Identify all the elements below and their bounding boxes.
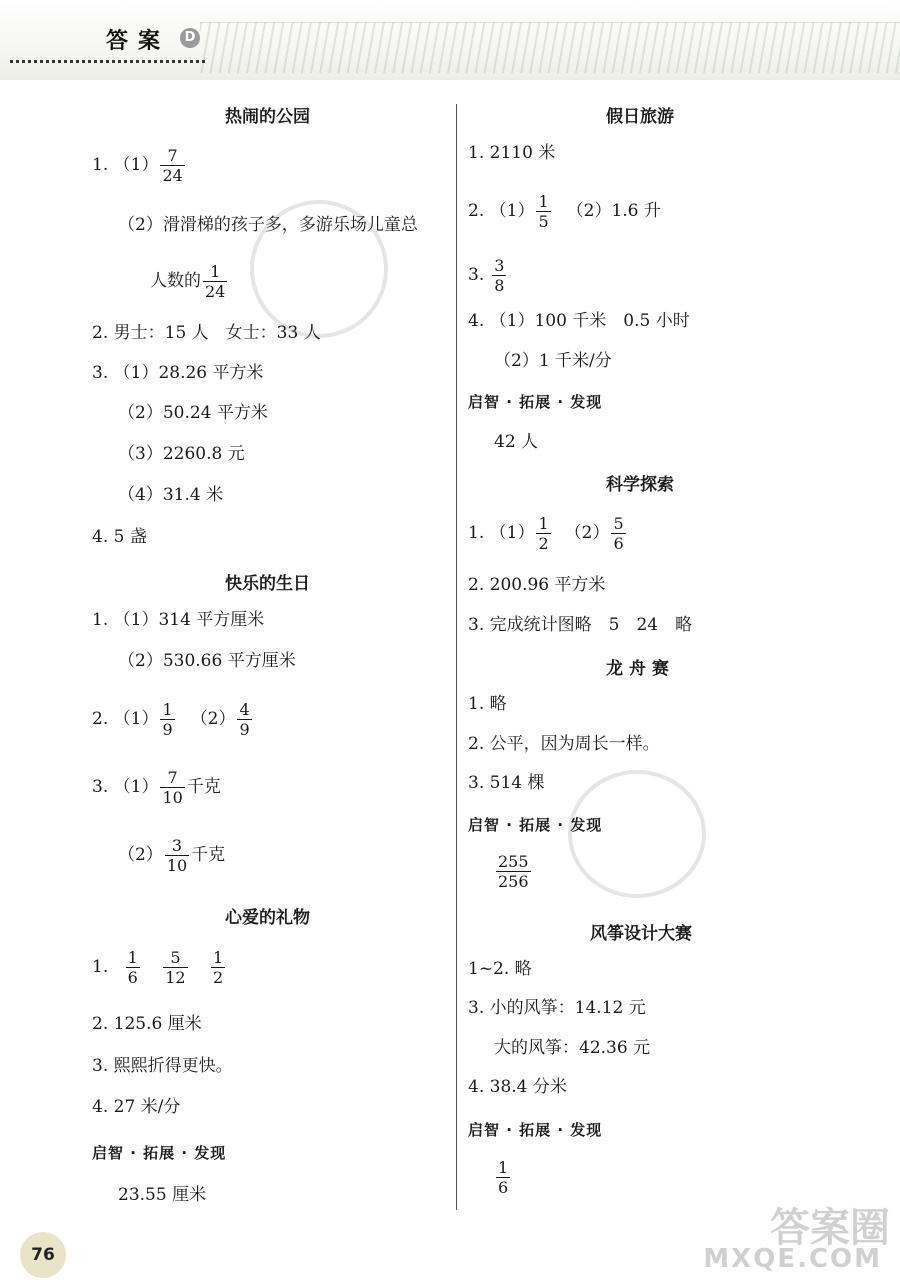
answer-item: 2. 公平，因为周长一样。 — [468, 734, 660, 754]
fraction: $\frac{1}{2}$ — [538, 514, 549, 553]
qizhi-heading: 启智 · 拓展 · 发现 — [468, 393, 603, 411]
qizhi-heading: 启智 · 拓展 · 发现 — [468, 816, 603, 834]
header-badge: D — [180, 28, 200, 48]
column-divider — [456, 104, 457, 1210]
qizhi-heading: 启智 · 拓展 · 发现 — [468, 1121, 603, 1139]
fraction: $\frac{7}{24}$ — [162, 146, 183, 185]
fraction: $\frac{3}{8}$ — [494, 256, 505, 295]
answer-item: 3. 小的风筝：14.12 元 — [468, 998, 646, 1018]
answer-item: 2. （1） $\frac{1}{5}$ （2）1.6 升 — [468, 192, 661, 231]
section-title: 快乐的生日 — [225, 574, 310, 594]
answer-item: 3. 514 棵 — [468, 773, 545, 793]
answer-item: 大的风筝：42.36 元 — [494, 1038, 651, 1058]
answer-item: 4. 27 米/分 — [92, 1097, 181, 1117]
answer-item: （3）2260.8 元 — [118, 444, 245, 464]
fraction: $\frac{1}{5}$ — [538, 192, 549, 231]
answer-item: 4. 38.4 分米 — [468, 1077, 567, 1097]
answer-item: 23.55 厘米 — [118, 1185, 207, 1205]
fraction: $\frac{7}{10}$ — [162, 768, 183, 807]
answer-item — [494, 852, 533, 891]
answer-item: 3. $\frac{3}{8}$ — [468, 256, 505, 295]
corner-watermark-logo: 答案圈 — [770, 1205, 890, 1251]
answer-item — [494, 1158, 512, 1197]
answer-item: 2. （1） $\frac{1}{9}$ （2） $\frac{4}{9}$ — [92, 700, 250, 739]
answer-item: 1. 略 — [468, 694, 507, 714]
answer-item: 1. $\frac{1}{6}$ $\frac{5}{12}$ $\frac{1}{2}$ — [92, 948, 224, 987]
header-dotted-line — [10, 56, 205, 63]
answer-item: （2） $\frac{3}{10}$ 千克 — [118, 836, 226, 875]
answer-item: 3. 熙熙折得更快。 — [92, 1056, 233, 1076]
section-title: 科学探索 — [606, 475, 674, 495]
answer-item: 1. （1） $\frac{7}{24}$ — [92, 146, 183, 185]
fraction: $\frac{1}{24}$ — [205, 262, 226, 301]
section-title: 心爱的礼物 — [225, 908, 310, 928]
section-title: 风筝设计大赛 — [590, 924, 692, 944]
answer-item: 1. （1）314 平方厘米 — [92, 610, 265, 630]
answer-item: 3. （1） $\frac{7}{10}$ 千克 — [92, 768, 221, 807]
header-grass-decoration — [200, 22, 900, 73]
fraction: $\frac{1}{2}$ — [213, 948, 224, 987]
answer-item: 2. 200.96 平方米 — [468, 575, 606, 595]
fraction: $\frac{255}{256}$ — [498, 852, 529, 891]
answer-item: 人数的 $\frac{1}{24}$ — [150, 262, 226, 301]
fraction: $\frac{1}{6}$ — [498, 1158, 509, 1197]
section-title: 假日旅游 — [606, 107, 674, 127]
answer-item: （2）1 千米/分 — [494, 351, 612, 371]
qizhi-heading: 启智 · 拓展 · 发现 — [92, 1144, 227, 1162]
answer-item: 2. 125.6 厘米 — [92, 1014, 202, 1034]
page-number: 76 — [20, 1232, 66, 1278]
answer-item: （2）50.24 平方米 — [118, 403, 268, 423]
page-header — [0, 0, 900, 80]
section-title: 热闹的公园 — [225, 107, 310, 127]
fraction: $\frac{1}{9}$ — [162, 700, 173, 739]
fraction: $\frac{3}{10}$ — [166, 836, 188, 875]
answer-item: 1. （1） $\frac{1}{2}$ （2） $\frac{5}{6}$ — [468, 514, 624, 553]
answer-item: 1. 2110 米 — [468, 143, 556, 163]
fraction: $\frac{5}{6}$ — [613, 514, 624, 553]
fraction: $\frac{1}{6}$ — [127, 948, 138, 987]
answer-item: 3. 完成统计图略 5 24 略 — [468, 615, 693, 635]
answer-item: 2. 男士：15 人 女士：33 人 — [92, 323, 321, 343]
fraction: $\frac{4}{9}$ — [239, 700, 250, 739]
fraction: $\frac{5}{12}$ — [165, 948, 186, 987]
answer-item: 3. （1）28.26 平方米 — [92, 363, 264, 383]
header-title: 答案 — [106, 29, 171, 54]
answer-item: （2）滑滑梯的孩子多，多游乐场儿童总 — [118, 215, 418, 235]
answer-item: 42 人 — [494, 432, 539, 452]
answer-item: 1~2. 略 — [468, 959, 532, 979]
corner-watermark-url: MXQE.COM — [703, 1244, 882, 1274]
answer-item: （2）530.66 平方厘米 — [118, 651, 296, 671]
answer-item: （4）31.4 米 — [118, 485, 224, 505]
section-title: 龙 舟 赛 — [606, 659, 669, 679]
answer-item: 4. 5 盏 — [92, 527, 147, 547]
answer-item: 4. （1）100 千米 0.5 小时 — [468, 311, 690, 331]
